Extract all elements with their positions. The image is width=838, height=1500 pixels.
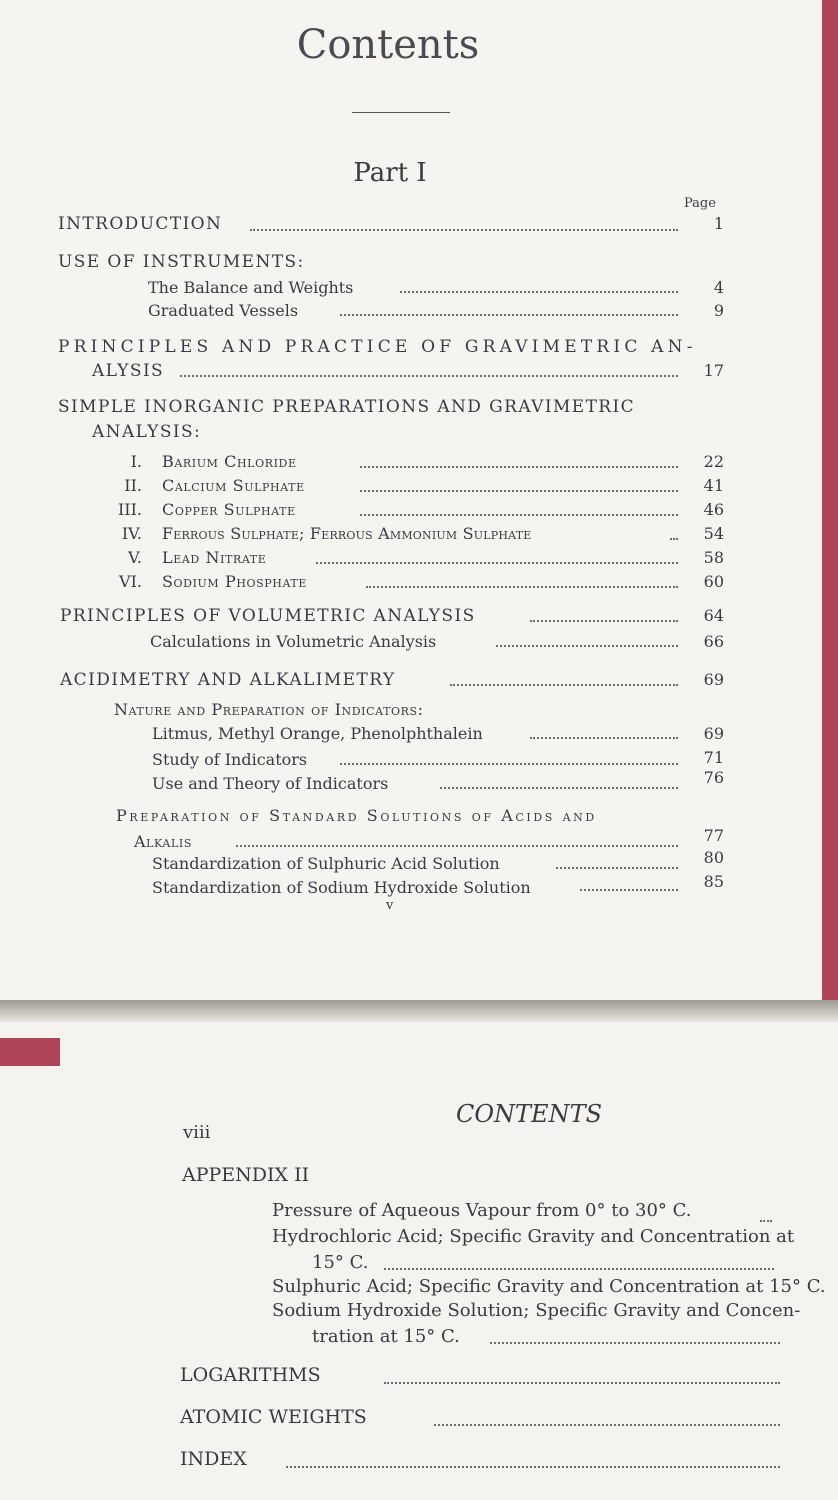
toc-page-number: 60 (703, 572, 724, 591)
toc-leader (360, 490, 678, 492)
toc-leader (340, 314, 678, 316)
toc-page-number: 80 (703, 848, 724, 867)
toc-leader (400, 291, 678, 293)
toc-entry-label: Standardization of Sodium Hydroxide Solution (152, 878, 531, 897)
toc-leader (530, 620, 678, 622)
toc-page-number: 58 (703, 548, 724, 567)
toc-page-number: 9 (713, 301, 724, 320)
toc-leader (180, 375, 678, 377)
toc-entry-label: tration at 15° C. (312, 1326, 460, 1347)
page-folio: v (386, 898, 394, 913)
toc-page-number: 69 (703, 724, 724, 743)
toc-leader (450, 684, 678, 686)
toc-leader (556, 867, 678, 869)
toc-entry-label: PRINCIPLES OF VOLUMETRIC ANALYSIS (60, 606, 476, 626)
toc-entry-label: INTRODUCTION (58, 214, 223, 234)
toc-entry-label: SIMPLE INORGANIC PREPARATIONS AND GRAVIMETRIC (58, 397, 636, 417)
toc-page-number: 71 (703, 748, 724, 767)
contents-title: Contents (296, 22, 480, 68)
toc-entry-label: Hydrochloric Acid; Specific Gravity and Concentration at (272, 1226, 795, 1247)
toc-leader (384, 1382, 780, 1384)
toc-entry-label: ACIDIMETRY AND ALKALIMETRY (60, 670, 396, 690)
running-head: CONTENTS (456, 1100, 603, 1128)
toc-entry-label: ATOMIC WEIGHTS (180, 1406, 367, 1428)
toc-entry-label: Nature and Preparation of Indicators: (114, 700, 424, 719)
page-column-header: Page (684, 196, 716, 211)
toc-entry-label: LOGARITHMS (180, 1364, 321, 1386)
toc-leader (440, 787, 678, 789)
toc-page-number: 64 (703, 606, 724, 625)
toc-leader (286, 1466, 780, 1468)
toc-entry-label: Pressure of Aqueous Vapour from 0° to 30° C. (272, 1200, 692, 1221)
toc-page-number: 76 (703, 768, 724, 787)
toc-leader (236, 845, 678, 847)
toc-entry-label: Graduated Vessels (148, 301, 299, 320)
toc-leader (360, 466, 678, 468)
toc-item-number: IV. (121, 524, 142, 543)
toc-page-number: 46 (703, 500, 724, 519)
toc-item-number: V. (128, 548, 142, 567)
toc-page-number: 77 (703, 826, 724, 845)
toc-leader (250, 229, 678, 231)
toc-leader (384, 1268, 774, 1270)
toc-entry-label: Alkalis (134, 832, 192, 851)
book-cover-strip (0, 1038, 60, 1066)
toc-page-number: 41 (703, 476, 724, 495)
toc-entry-label: Calculations in Volumetric Analysis (150, 632, 437, 651)
toc-entry-label: Ferrous Sulphate; Ferrous Ammonium Sulphate (162, 524, 532, 543)
title-rule (352, 112, 450, 113)
toc-entry-label: ANALYSIS: (92, 422, 202, 442)
toc-entry-label: Sodium Hydroxide Solution; Specific Gravity and Concen- (272, 1300, 801, 1321)
toc-entry-label: USE OF INSTRUMENTS: (58, 252, 305, 272)
toc-leader (490, 1342, 780, 1344)
toc-page-number: 66 (703, 632, 724, 651)
toc-entry-label: Barium Chloride (162, 452, 297, 471)
toc-entry-label: Copper Sulphate (162, 500, 296, 519)
toc-page-number: 69 (703, 670, 724, 689)
toc-entry-label: Lead Nitrate (162, 548, 267, 567)
page-folio: viii (183, 1122, 211, 1143)
toc-item-number: I. (130, 452, 142, 471)
toc-page-number: 4 (713, 278, 724, 297)
toc-item-number: II. (124, 476, 142, 495)
toc-leader (366, 586, 678, 588)
toc-entry-label: Study of Indicators (152, 750, 308, 769)
toc-page-number: 17 (703, 361, 724, 380)
part-heading: Part I (353, 158, 427, 188)
toc-leader (496, 645, 678, 647)
toc-page-number: 1 (713, 214, 724, 233)
toc-entry-label: Preparation of Standard Solutions of Acids and (116, 806, 597, 825)
toc-leader (316, 562, 678, 564)
toc-entry-label: Litmus, Methyl Orange, Phenolphthalein (152, 724, 483, 743)
toc-leader (760, 1220, 772, 1222)
toc-leader (434, 1424, 780, 1426)
toc-item-number: VI. (119, 572, 142, 591)
toc-entry-label: Use and Theory of Indicators (152, 774, 389, 793)
toc-entry-label: Sulphuric Acid; Specific Gravity and Concentration at 15° C. (272, 1276, 826, 1297)
toc-entry-label: PRINCIPLES AND PRACTICE OF GRAVIMETRIC AN- (58, 337, 697, 357)
book-cover-edge (822, 0, 838, 1010)
contents-page-viii (0, 1022, 838, 1500)
toc-page-number: 85 (703, 872, 724, 891)
toc-entry-label: APPENDIX II (182, 1164, 310, 1186)
toc-leader (670, 538, 678, 540)
toc-page-number: 54 (703, 524, 724, 543)
toc-leader (360, 514, 678, 516)
toc-leader (530, 737, 678, 739)
toc-entry-label: Sodium Phosphate (162, 572, 307, 591)
toc-page-number: 22 (703, 452, 724, 471)
toc-entry-label: 15° C. (312, 1252, 369, 1273)
toc-item-number: III. (117, 500, 142, 519)
toc-entry-label: Standardization of Sulphuric Acid Solution (152, 854, 500, 873)
toc-leader (580, 889, 678, 891)
toc-entry-label: INDEX (180, 1448, 247, 1470)
toc-entry-label: Calcium Sulphate (162, 476, 305, 495)
toc-entry-label: The Balance and Weights (148, 278, 354, 297)
toc-entry-label: ALYSIS (92, 361, 165, 381)
page-edge-shadow (0, 1000, 838, 1022)
toc-leader (340, 763, 678, 765)
